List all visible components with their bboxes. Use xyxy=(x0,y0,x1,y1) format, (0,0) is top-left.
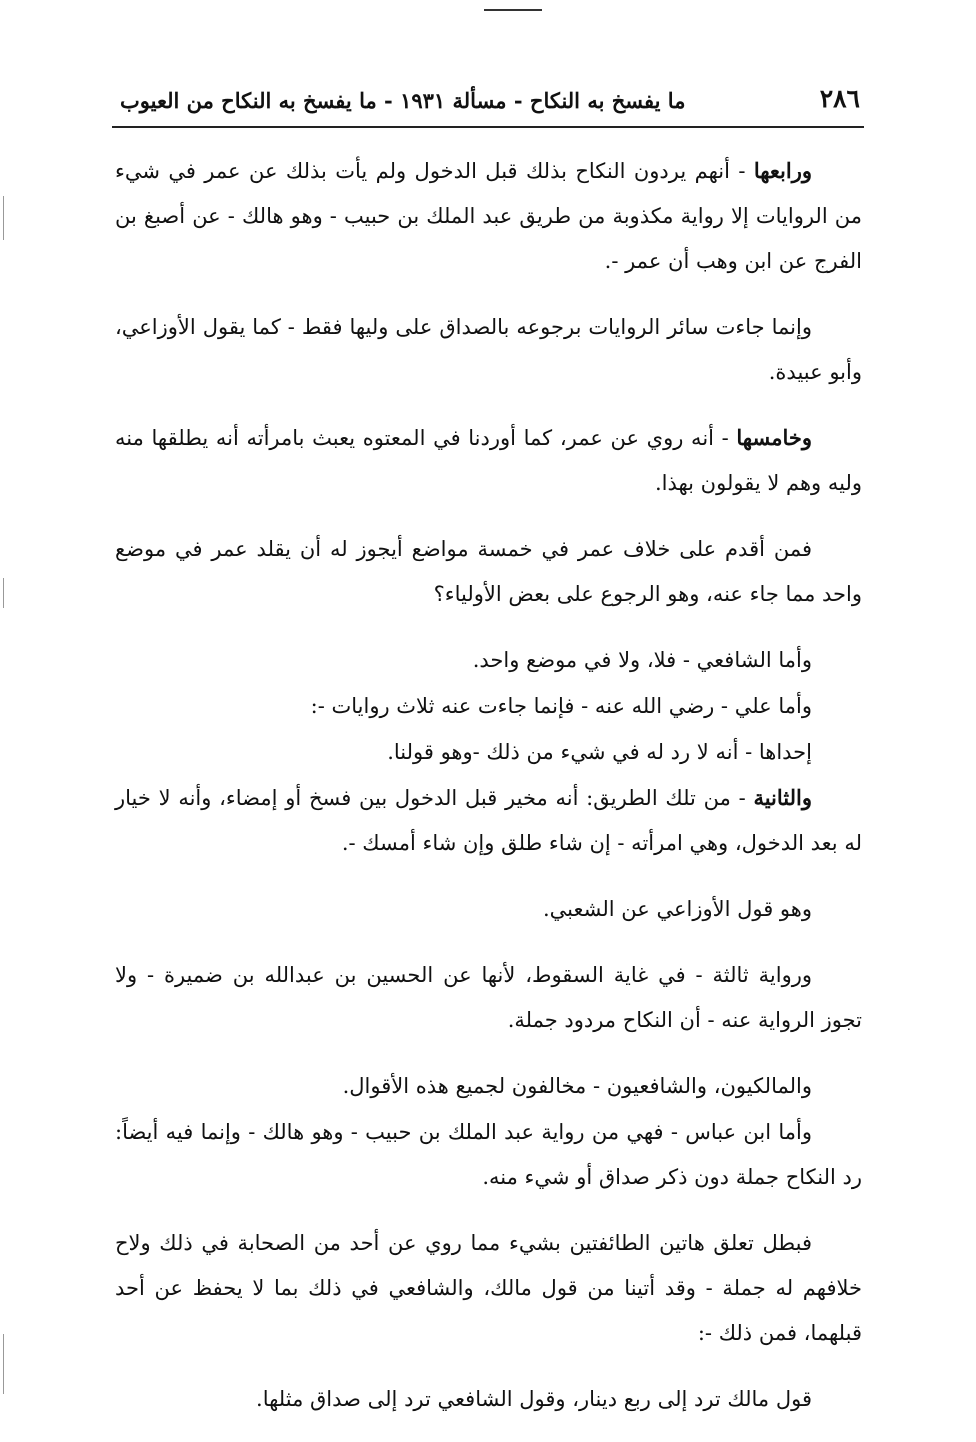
paragraph xyxy=(115,148,862,284)
header-rule xyxy=(112,126,864,128)
paragraph xyxy=(115,1109,862,1200)
paragraph-text: وأما علي - رضي الله عنه - فإنما جاءت عنه ثلاث روايات -: xyxy=(310,694,812,718)
scan-edge-mark xyxy=(3,196,4,240)
paragraph-text: فبطل تعلق هاتين الطائفتين بشيء مما روي عن أحد من الصحابة في ذلك ولاح خلافهم له جملة - وقد أتينا من قول مالك، والشافعي في ذلك بما لا يحفظ عن أحد قبلهما، فمن ذلك -: xyxy=(115,1231,862,1345)
paragraph-text: وأما ابن عباس - فهي من رواية عبد الملك بن حبيب - وهو هالك - وإنما فيه أيضاً: رد النكاح جملة دون ذكر صداق أو شيء منه. xyxy=(115,1120,862,1189)
paragraph xyxy=(115,304,862,395)
paragraph xyxy=(115,526,862,617)
paragraph-text: قول مالك ترد إلى ربع دينار، وقول الشافعي ترد إلى صداق مثلها. xyxy=(256,1387,812,1411)
scan-edge-mark xyxy=(3,578,4,608)
paragraph xyxy=(115,729,862,775)
running-title: ما يفسخ به النكاح - مسألة ١٩٣١ - ما يفسخ به النكاح من العيوب xyxy=(120,88,686,113)
paragraph-text: والمالكيون، والشافعيون - مخالفون لجميع هذه الأقوال. xyxy=(342,1074,812,1098)
paragraph xyxy=(115,1220,862,1356)
paragraph xyxy=(115,1376,862,1422)
paragraph-lead: وخامسها xyxy=(736,425,812,450)
paragraph xyxy=(115,637,862,683)
paragraph xyxy=(115,775,862,866)
paragraph-text: وهو قول الأوزاعي عن الشعبي. xyxy=(542,897,812,921)
paragraph-text: إحداها - أنه لا رد له في شيء من ذلك -وهو قولنا. xyxy=(387,740,812,764)
paragraph-text: - من تلك الطريق: أنه مخير قبل الدخول بين فسخ أو إمضاء، وأنه لا خيار له بعد الدخول، وهي امرأته - إن شاء طلق وإن شاء أمسك -. xyxy=(115,786,862,855)
paragraph-text: وأما الشافعي - فلا، ولا في موضع واحد. xyxy=(472,648,812,672)
paragraph xyxy=(115,952,862,1043)
page-header xyxy=(112,78,864,122)
paragraph-lead: والثانية xyxy=(753,785,812,810)
paragraph xyxy=(115,1063,862,1109)
paragraph-text: - أنه روي عن عمر، كما أوردنا في المعتوه يعبث بامرأته أنه يطلقها منه وليه وهم لا يقولون بهذا. xyxy=(115,426,862,495)
top-edge-rule xyxy=(484,9,542,11)
page-body xyxy=(115,148,862,1442)
paragraph xyxy=(115,415,862,506)
paragraph-lead: ورابعها xyxy=(753,158,812,183)
paragraph xyxy=(115,683,862,729)
page-number: ٢٨٦ xyxy=(819,84,860,113)
paragraph-text: - أنهم يردون النكاح بذلك قبل الدخول ولم يأت بذلك عن عمر في شيء من الروايات إلا رواية مكذوبة من طريق عبد الملك بن حبيب - وهو هالك - عن أصبغ بن الفرج عن ابن وهب أن عمر -. xyxy=(115,159,862,273)
paragraph-text: ورواية ثالثة - في غاية السقوط، لأنها عن الحسين بن عبدالله بن ضميرة - ولا تجوز الرواية عنه - أن النكاح مردود جملة. xyxy=(115,963,862,1032)
scan-edge-mark xyxy=(3,1334,4,1394)
paragraph-text: فمن أقدم على خلاف عمر في خمسة مواضع أيجوز له أن يقلد عمر في موضع واحد مما جاء عنه، وهو الرجوع على بعض الأولياء؟ xyxy=(115,537,862,606)
paragraph xyxy=(115,886,862,932)
paragraph-text: وإنما جاءت سائر الروايات برجوعه بالصداق على وليها فقط - كما يقول الأوزاعي، وأبو عبيدة. xyxy=(115,315,862,384)
